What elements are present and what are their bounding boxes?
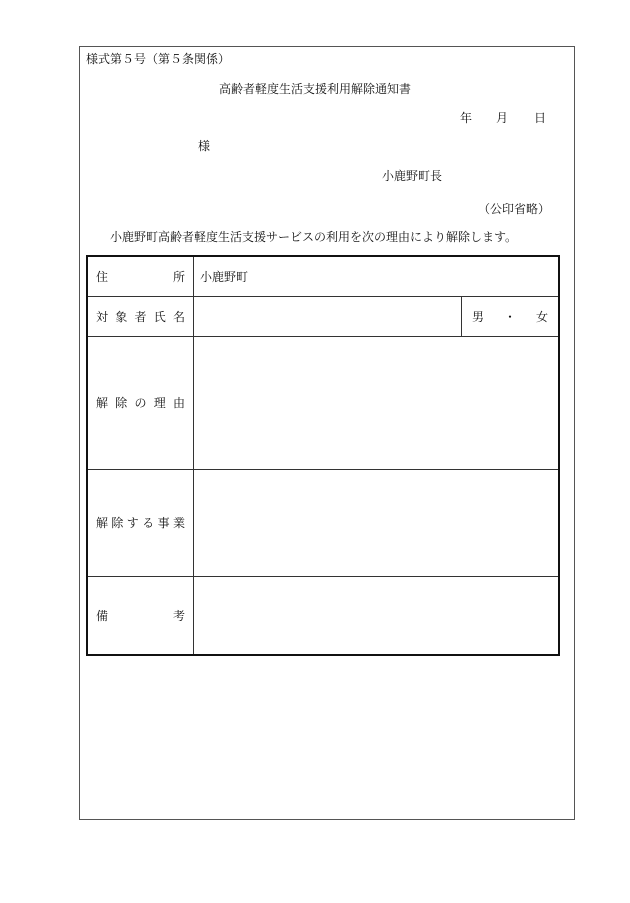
remarks-field[interactable] <box>194 577 558 654</box>
form-table <box>86 255 560 656</box>
address-field[interactable] <box>194 257 558 296</box>
reason-row <box>88 337 558 470</box>
services-field[interactable] <box>194 470 558 576</box>
reason-label-cell <box>88 337 194 469</box>
address-label-cell <box>88 257 194 296</box>
remarks-label-cell <box>88 577 194 654</box>
label-char: 氏 <box>153 309 166 324</box>
label-char: の <box>134 396 147 410</box>
label-char: 由 <box>172 396 185 410</box>
label-char: 象 <box>115 309 128 324</box>
label-char: 備 <box>96 608 109 623</box>
addressee-suffix: 様 <box>198 139 211 153</box>
remarks-label <box>88 609 193 623</box>
gender-separator: ・ <box>503 310 516 324</box>
seal-note: （公印省略） <box>478 202 551 216</box>
label-char: 住 <box>96 269 109 284</box>
date-day-label: 日 <box>534 111 547 125</box>
remarks-row <box>88 577 558 654</box>
form-number: 様式第５号（第５条関係） <box>86 52 231 66</box>
label-char: 解 <box>96 396 109 410</box>
label-char: 名 <box>172 309 185 324</box>
gender-male[interactable]: 男 <box>472 310 485 324</box>
services-label <box>88 516 193 530</box>
name-field[interactable] <box>194 297 459 336</box>
name-label-cell <box>88 297 194 336</box>
reason-field[interactable] <box>194 337 558 469</box>
reason-label <box>88 396 193 410</box>
label-char: 所 <box>172 269 185 284</box>
name-label <box>88 310 193 324</box>
services-row <box>88 470 558 577</box>
document-title: 高齢者軽度生活支援利用解除通知書 <box>218 82 411 96</box>
address-label <box>88 270 193 284</box>
label-char: 業 <box>172 516 185 530</box>
date-year-label: 年 <box>460 111 473 125</box>
name-row <box>88 297 558 337</box>
address-row <box>88 257 558 297</box>
address-value: 小鹿野町 <box>200 270 249 284</box>
label-char: 解 <box>96 516 109 530</box>
label-char: 事 <box>157 516 170 530</box>
date-month-label: 月 <box>496 111 509 125</box>
gender-cell[interactable] <box>461 297 558 336</box>
label-char: 理 <box>153 396 166 410</box>
gender-female[interactable]: 女 <box>535 310 548 324</box>
issuer-name: 小鹿野町長 <box>382 169 443 183</box>
label-char: 除 <box>111 516 124 530</box>
services-label-cell <box>88 470 194 576</box>
label-char: す <box>126 516 139 530</box>
label-char: 考 <box>172 608 185 623</box>
statement-text: 小鹿野町高齢者軽度生活支援サービスの利用を次の理由により解除します。 <box>110 230 518 244</box>
label-char: 除 <box>115 396 128 410</box>
label-char: 者 <box>134 309 147 324</box>
label-char: 対 <box>96 309 109 324</box>
label-char: る <box>142 516 155 530</box>
